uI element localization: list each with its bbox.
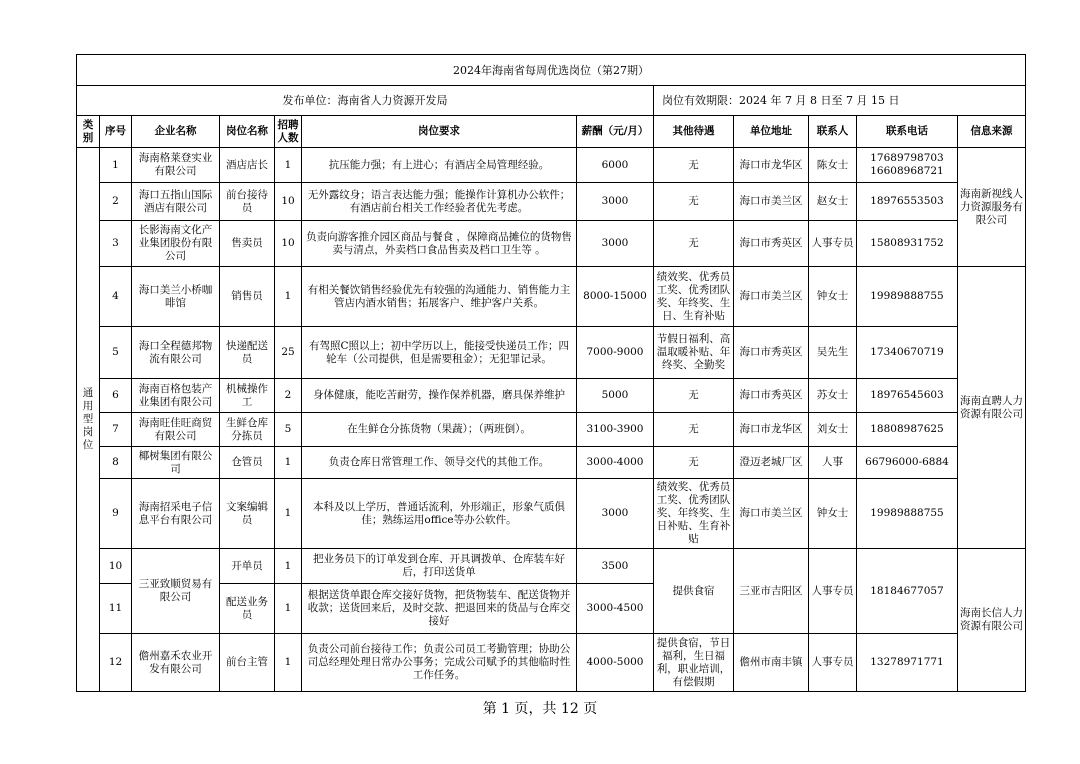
benefits-cell: 无	[654, 148, 734, 183]
salary-cell: 5000	[577, 379, 654, 413]
contact-cell: 陈女士	[809, 148, 857, 183]
contact-cell: 人事专员	[809, 634, 857, 692]
phone-cell: 18976553503	[857, 183, 958, 221]
company-cell: 海南百格包装产业集团有限公司	[132, 379, 220, 413]
header-salary: 薪酬（元/月）	[577, 116, 654, 148]
seq-cell: 5	[100, 327, 132, 379]
requirements-cell: 在生鲜仓分拣货物（果蔬）；（两班倒）。	[302, 413, 577, 447]
seq-cell: 7	[100, 413, 132, 447]
position-cell: 文案编辑员	[220, 479, 275, 549]
seq-cell: 3	[100, 221, 132, 267]
table-row	[77, 183, 1026, 221]
header-company: 企业名称	[132, 116, 220, 148]
page-footer: 第 1 页，共 12 页	[482, 701, 598, 717]
requirements-cell: 根据送货单跟仓库交接好货物，把货物装车、配送货物并收款；送货回来后，及时交款、把退回来的货品与仓库交接好	[302, 584, 577, 634]
salary-cell: 8000-15000	[577, 267, 654, 327]
requirements-cell: 无外露纹身；语言表达能力强；能操作计算机办公软件；有酒店前台相关工作经验者优先考虑。	[302, 183, 577, 221]
phone-cell: 13278971771	[857, 634, 958, 692]
salary-cell: 3000	[577, 479, 654, 549]
requirements-cell: 本科及以上学历，普通话流利，外形端正，形象气质俱佳；熟练运用office等办公软件。	[302, 479, 577, 549]
address-cell: 海口市美兰区	[734, 183, 809, 221]
benefits-cell: 绩效奖、优秀员工奖、优秀团队奖、年终奖、生日补贴、生育补贴	[654, 479, 734, 549]
position-cell: 机械操作工	[220, 379, 275, 413]
table-row	[77, 479, 1026, 549]
count-cell: 1	[275, 479, 302, 549]
table-row	[77, 327, 1026, 379]
seq-cell: 10	[100, 549, 132, 584]
count-cell: 25	[275, 327, 302, 379]
address-cell: 海口市秀英区	[734, 327, 809, 379]
contact-cell: 苏女士	[809, 379, 857, 413]
seq-cell: 4	[100, 267, 132, 327]
table-row	[77, 549, 1026, 584]
contact-cell: 人事	[809, 447, 857, 479]
phone-cell: 18976545603	[857, 379, 958, 413]
salary-cell: 3000-4000	[577, 447, 654, 479]
source-cell: 海南新视线人力资源服务有限公司	[958, 148, 1026, 267]
table-title: 2024年海南省每周优选岗位（第27期）	[77, 55, 1026, 86]
contact-cell: 吴先生	[809, 327, 857, 379]
count-cell: 10	[275, 183, 302, 221]
address-cell: 澄迈老城厂区	[734, 447, 809, 479]
phone-cell: 19989888755	[857, 479, 958, 549]
header-seq: 序号	[100, 116, 132, 148]
salary-cell: 3000	[577, 183, 654, 221]
phone-cell: 17689798703 16608968721	[857, 148, 958, 183]
phone-cell: 18808987625	[857, 413, 958, 447]
company-cell: 海南旺佳旺商贸有限公司	[132, 413, 220, 447]
position-cell: 前台主管	[220, 634, 275, 692]
count-cell: 1	[275, 549, 302, 584]
table-row	[77, 447, 1026, 479]
benefits-cell: 提供食宿，节日福利，生日福利，职业培训，有偿假期	[654, 634, 734, 692]
contact-cell: 刘女士	[809, 413, 857, 447]
requirements-cell: 有驾照C照以上；初中学历以上，能接受快递员工作；四轮车（公司提供，但是需要租金）；无犯罪记录。	[302, 327, 577, 379]
count-cell: 1	[275, 634, 302, 692]
position-cell: 快递配送员	[220, 327, 275, 379]
count-cell: 1	[275, 267, 302, 327]
count-cell: 1	[275, 584, 302, 634]
company-cell: 海口美兰小桥咖啡馆	[132, 267, 220, 327]
table-row	[77, 379, 1026, 413]
salary-cell: 3100-3900	[577, 413, 654, 447]
benefits-cell: 无	[654, 447, 734, 479]
company-cell: 三亚致顺贸易有限公司	[132, 549, 220, 634]
requirements-cell: 把业务员下的订单发到仓库、开具调拨单、仓库装车好后，打印送货单	[302, 549, 577, 584]
page-number: 1	[501, 701, 511, 717]
source-cell: 海南长信人力资源有限公司	[958, 549, 1026, 692]
benefits-cell: 无	[654, 379, 734, 413]
address-cell: 海口市龙华区	[734, 148, 809, 183]
position-cell: 售卖员	[220, 221, 275, 267]
requirements-cell: 有相关餐饮销售经验优先有较强的沟通能力、销售能力主管店内酒水销售；拓展客户、维护客户关系。	[302, 267, 577, 327]
seq-cell: 8	[100, 447, 132, 479]
requirements-cell: 抗压能力强；有上进心；有酒店全局管理经验。	[302, 148, 577, 183]
header-source: 信息来源	[958, 116, 1026, 148]
seq-cell: 9	[100, 479, 132, 549]
phone-cell: 19989888755	[857, 267, 958, 327]
salary-cell: 3500	[577, 549, 654, 584]
address-cell: 海口市秀英区	[734, 221, 809, 267]
benefits-cell: 提供食宿	[654, 549, 734, 634]
phone-cell: 15808931752	[857, 221, 958, 267]
count-cell: 1	[275, 148, 302, 183]
phone-cell: 66796000-6884	[857, 447, 958, 479]
publisher: 发布单位：海南省人力资源开发局	[77, 86, 654, 116]
header-phone: 联系电话	[857, 116, 958, 148]
table-row	[77, 267, 1026, 327]
requirements-cell: 身体健康，能吃苦耐劳，操作保养机器，磨具保养维护	[302, 379, 577, 413]
page-total: 12	[561, 701, 579, 717]
phone-cell: 18184677057	[857, 549, 958, 634]
requirements-cell: 负责向游客推介园区商品与餐食 ，保障商品摊位的货物售卖与清点，外卖档口食品售卖及档口卫生等 。	[302, 221, 577, 267]
contact-cell: 钟女士	[809, 479, 857, 549]
count-cell: 5	[275, 413, 302, 447]
contact-cell: 赵女士	[809, 183, 857, 221]
position-cell: 前台接待员	[220, 183, 275, 221]
company-cell: 椰树集团有限公司	[132, 447, 220, 479]
contact-cell: 人事专员	[809, 221, 857, 267]
header-contact: 联系人	[809, 116, 857, 148]
header-requirements: 岗位要求	[302, 116, 577, 148]
salary-cell: 6000	[577, 148, 654, 183]
requirements-cell: 负责仓库日常管理工作、领导交代的其他工作。	[302, 447, 577, 479]
seq-cell: 11	[100, 584, 132, 634]
table-row	[77, 634, 1026, 692]
job-table	[76, 54, 1026, 692]
salary-cell: 4000-5000	[577, 634, 654, 692]
header-benefits: 其他待遇	[654, 116, 734, 148]
count-cell: 1	[275, 447, 302, 479]
contact-cell: 钟女士	[809, 267, 857, 327]
benefits-cell: 无	[654, 183, 734, 221]
benefits-cell: 绩效奖、优秀员工奖、优秀团队奖、年终奖、生日、生育补贴	[654, 267, 734, 327]
address-cell: 儋州市南丰镇	[734, 634, 809, 692]
table-row	[77, 413, 1026, 447]
position-cell: 生鲜仓库分拣员	[220, 413, 275, 447]
benefits-cell: 节假日福利、高温取暖补贴、年终奖、全勤奖	[654, 327, 734, 379]
address-cell: 海口市美兰区	[734, 267, 809, 327]
company-cell: 海南格莱登实业有限公司	[132, 148, 220, 183]
address-cell: 海口市美兰区	[734, 479, 809, 549]
category-cell: 通用型岗位	[77, 148, 100, 692]
address-cell: 海口市秀英区	[734, 379, 809, 413]
position-cell: 开单员	[220, 549, 275, 584]
salary-cell: 3000	[577, 221, 654, 267]
company-cell: 海南招采电子信息平台有限公司	[132, 479, 220, 549]
benefits-cell: 无	[654, 413, 734, 447]
position-cell: 销售员	[220, 267, 275, 327]
position-cell: 酒店店长	[220, 148, 275, 183]
seq-cell: 2	[100, 183, 132, 221]
requirements-cell: 负责公司前台接待工作；负责公司员工考勤管理；协助公司总经理处理日常办公事务；完成公司赋予的其他临时性工作任务。	[302, 634, 577, 692]
table-row	[77, 148, 1026, 183]
company-cell: 儋州嘉禾农业开发有限公司	[132, 634, 220, 692]
source-cell: 海南直聘人力资源有限公司	[958, 267, 1026, 549]
header-count: 招聘人数	[275, 116, 302, 148]
header-address: 单位地址	[734, 116, 809, 148]
salary-cell: 3000-4500	[577, 584, 654, 634]
company-cell: 长影海南文化产业集团股份有限公司	[132, 221, 220, 267]
address-cell: 三亚市吉阳区	[734, 549, 809, 634]
header-category: 类别	[77, 116, 100, 148]
benefits-cell: 无	[654, 221, 734, 267]
table-row	[77, 221, 1026, 267]
salary-cell: 7000-9000	[577, 327, 654, 379]
validity-period: 岗位有效期限：2024 年 7 月 8 日至 7 月 15 日	[654, 86, 1026, 116]
position-cell: 配送业务员	[220, 584, 275, 634]
address-cell: 海口市龙华区	[734, 413, 809, 447]
count-cell: 10	[275, 221, 302, 267]
company-cell: 海口全程德邦物流有限公司	[132, 327, 220, 379]
company-cell: 海口五指山国际酒店有限公司	[132, 183, 220, 221]
header-position: 岗位名称	[220, 116, 275, 148]
seq-cell: 12	[100, 634, 132, 692]
contact-cell: 人事专员	[809, 549, 857, 634]
position-cell: 仓管员	[220, 447, 275, 479]
phone-cell: 17340670719	[857, 327, 958, 379]
seq-cell: 1	[100, 148, 132, 183]
seq-cell: 6	[100, 379, 132, 413]
count-cell: 2	[275, 379, 302, 413]
